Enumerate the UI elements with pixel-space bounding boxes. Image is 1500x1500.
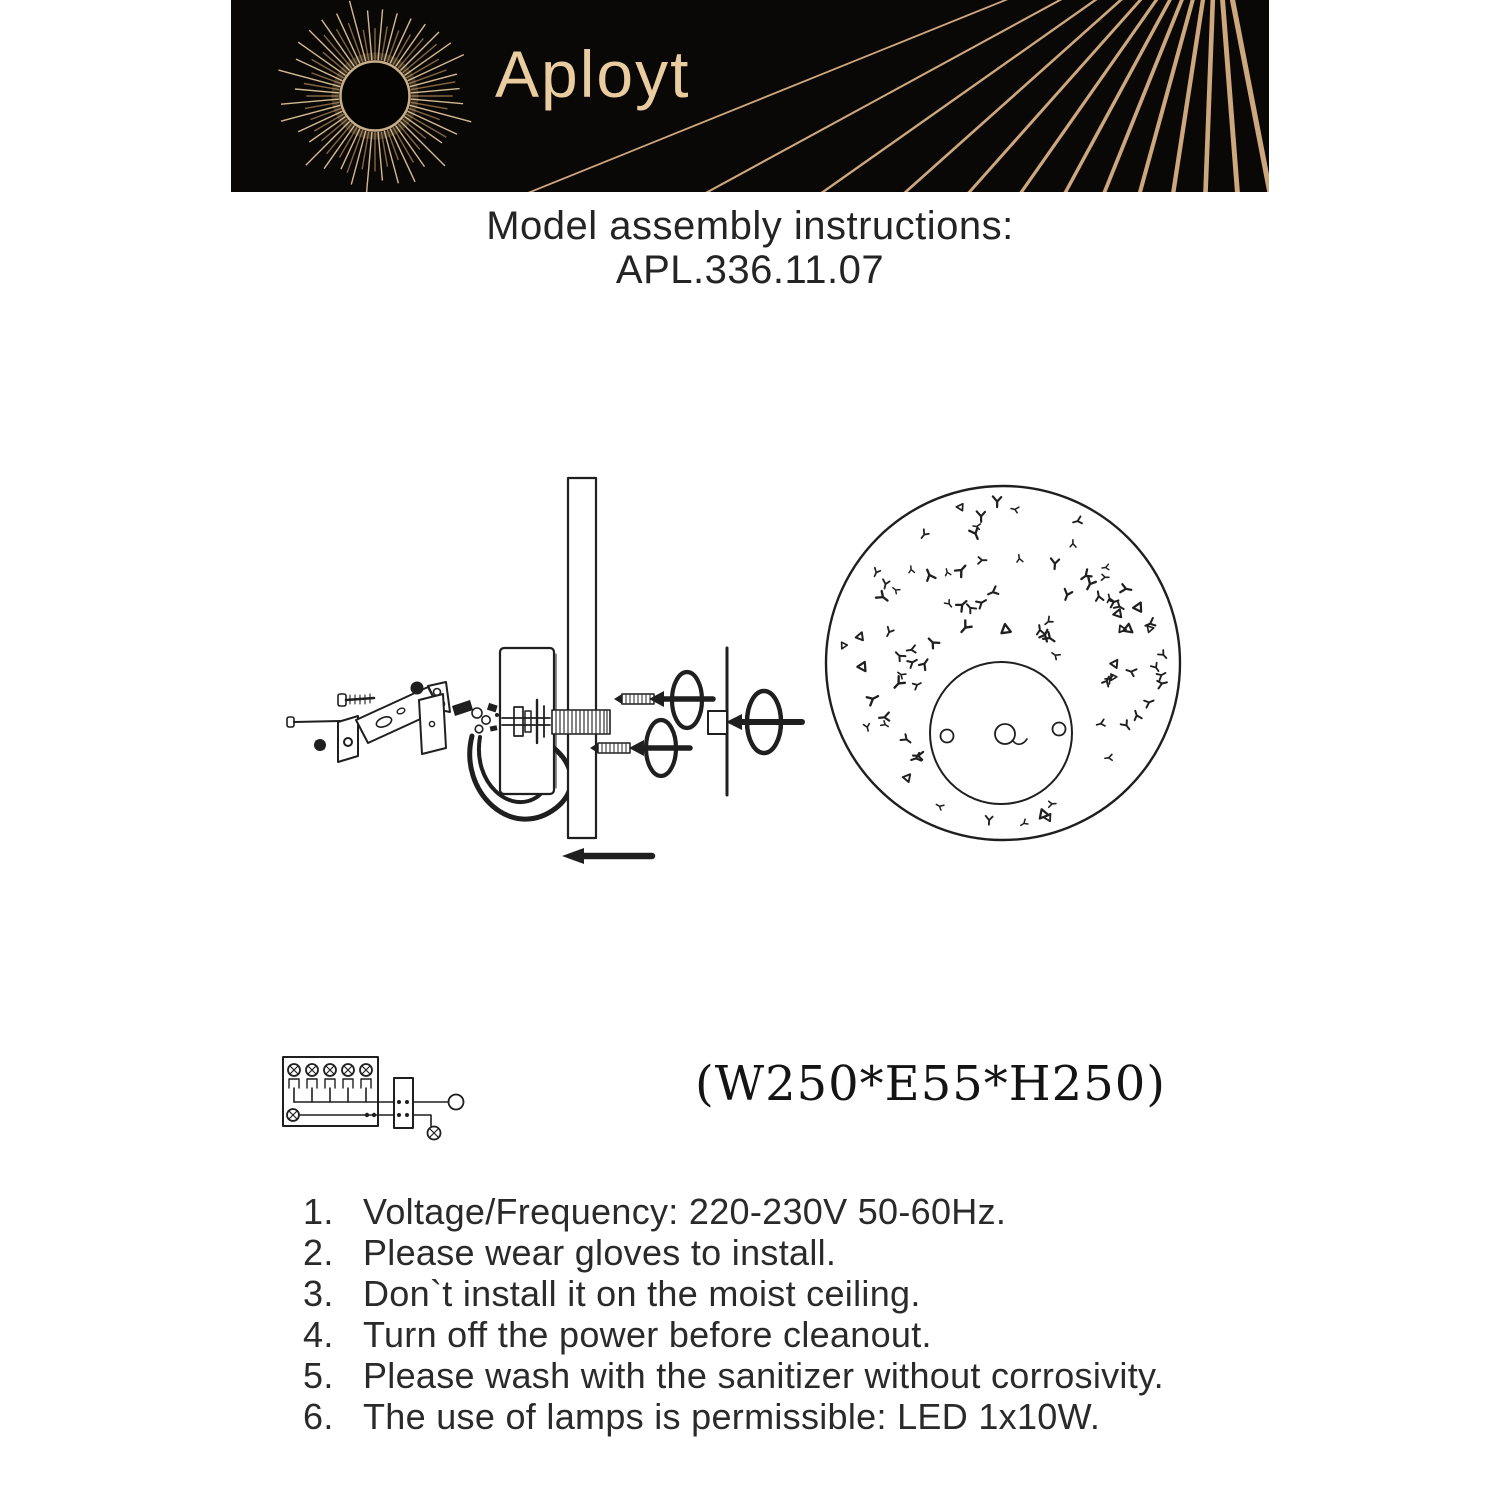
rotation-arrow-right-icon xyxy=(726,691,802,753)
instruction-text: Voltage/Frequency: 220-230V 50-60Hz. xyxy=(363,1191,1007,1232)
exploded-assembly xyxy=(287,478,802,864)
instruction-item xyxy=(303,1315,1303,1356)
assembly-instructions-title: Model assembly instructions: xyxy=(486,204,1014,248)
dimensions-label: (W250*E55*H250) xyxy=(695,1056,1166,1112)
instruction-item xyxy=(303,1192,1303,1233)
lamp-front-view xyxy=(826,486,1180,840)
instruction-number: 4. xyxy=(303,1313,334,1355)
instruction-number: 1. xyxy=(303,1191,334,1232)
instruction-number: 2. xyxy=(303,1231,334,1273)
instruction-item xyxy=(303,1274,1303,1315)
instruction-text: Don`t install it on the moist ceiling. xyxy=(363,1272,921,1314)
instruction-text: Please wash with the sanitizer without corrosivity. xyxy=(363,1354,1164,1396)
screw-hole-right xyxy=(1053,723,1066,736)
terminal-connectors xyxy=(452,700,499,733)
instruction-text: Please wear gloves to install. xyxy=(363,1231,837,1273)
fan-rays-icon xyxy=(231,0,1269,192)
expansion-screw-top-icon xyxy=(614,694,654,704)
screw-terminals xyxy=(288,1064,372,1088)
rotation-arrow-bottom-icon xyxy=(629,720,690,776)
instruction-number: 6. xyxy=(303,1395,334,1437)
wiring-diagram xyxy=(270,1045,485,1150)
assembly-diagram xyxy=(270,450,1220,900)
push-direction-arrow-icon xyxy=(562,848,652,864)
brand-name: Aployt xyxy=(495,37,691,111)
canopy-box xyxy=(500,648,556,794)
brand-banner xyxy=(231,0,1269,192)
instruction-item xyxy=(303,1397,1303,1438)
instruction-list xyxy=(303,1192,1303,1437)
instruction-number: 3. xyxy=(303,1272,334,1314)
threaded-rod xyxy=(552,710,610,734)
connector-block xyxy=(394,1078,413,1128)
instruction-number: 5. xyxy=(303,1354,334,1396)
instruction-text: Turn off the power before cleanout. xyxy=(363,1313,932,1355)
wall-mount-plate xyxy=(708,648,727,795)
screw-hole-left xyxy=(941,730,954,743)
instruction-text: The use of lamps is permissible: LED 1x10W. xyxy=(363,1395,1101,1437)
model-number: APL.336.11.07 xyxy=(615,248,885,292)
page-heading xyxy=(0,204,1500,292)
wall-panel xyxy=(568,478,596,838)
lamp-symbol xyxy=(413,1095,464,1110)
instruction-item xyxy=(303,1356,1303,1397)
instruction-item xyxy=(303,1233,1303,1274)
expansion-screw-bottom-icon xyxy=(590,743,630,753)
ground-screw-symbol xyxy=(413,1115,441,1140)
wires xyxy=(294,1088,398,1117)
